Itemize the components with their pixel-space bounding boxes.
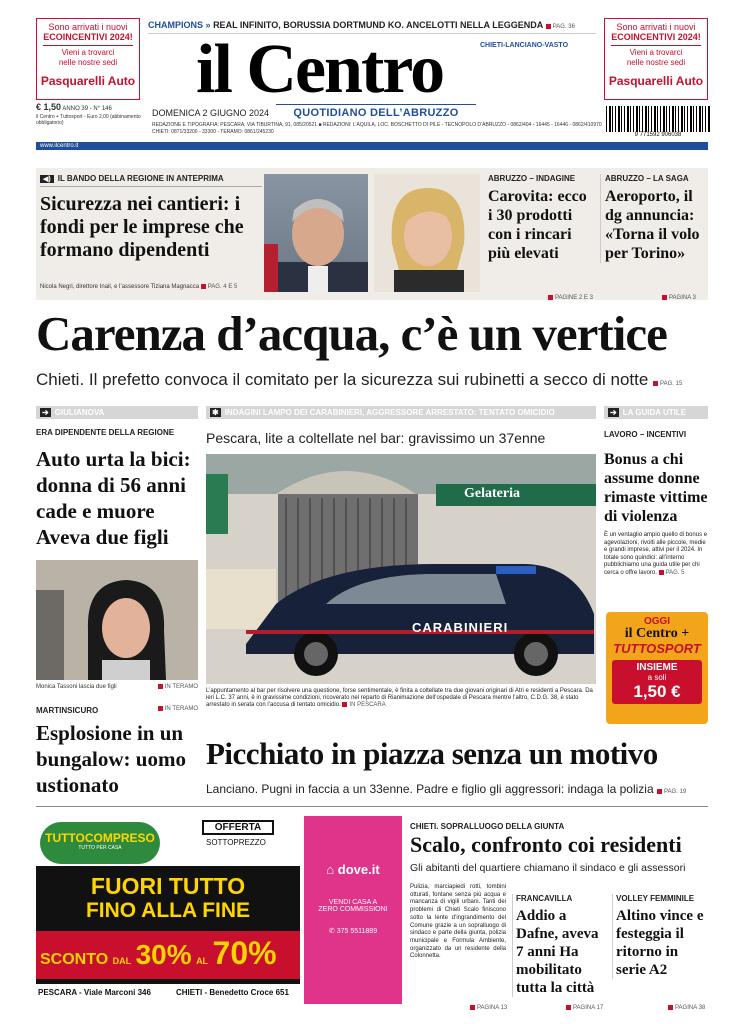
flash-bar[interactable]: CHAMPIONS » REAL INFINITO, BORUSSIA DORTMUND KO. ANCELOTTI NELLA LEGGENDA PAG. 36 xyxy=(148,20,596,34)
right-body-text: È un ventaglio ampio quello di bonus e agevolazioni, rivolti alle piccole, medie e grandi imprese, attivi per il 2024. In totale sono quindici: all’interno pubblichiamo una guida utile per chi cerca o offre lavoro. xyxy=(604,532,708,576)
al-label: AL xyxy=(196,956,209,966)
bando-caption xyxy=(40,284,300,290)
price: € 1,50 xyxy=(36,102,62,112)
center-caption-text: L’appuntamento al bar per risolvere una questione, forse sentimentale, è finita a coltellate tra due giovani originari di Atri e residenti a Pescara. Da ieri L.C. 37 anni, è in gravissime condizioni, ricoverato nel reparto di Rianimazione dell’ospedale di Pescara mentre l’altro, C.D.G. 38, è stato arrestato in serata con l’accusa di tentato omicidio. xyxy=(206,688,593,709)
audio-icon: ◀) xyxy=(40,175,54,183)
arrow-icon: ➔ xyxy=(42,408,49,417)
ad-right-line4: nelle nostre sedi xyxy=(626,58,686,67)
center-subhead2[interactable] xyxy=(206,782,716,796)
scalo-body: Pulizia, marciapiedi rotti, tombini otturati, fontane senza più acqua e mancanza di vigili urbani. Tanti dei problemi di Chieti Scalo finiscono sotto la lente d’ingrandimento del Comune grazie a un sopralluogo di sindaco e parte della giunta, polizia municipale e Formula Ambiente, organizzato da un residente della Colonnetta. xyxy=(410,884,506,960)
right-kicker: LAVORO – INCENTIVI xyxy=(604,430,687,439)
sconto-label: SCONTO xyxy=(40,951,109,968)
carabinieri-text: CARABINIERI xyxy=(412,620,509,635)
arrow-icon: ➔ xyxy=(610,408,617,417)
carovita-page-wrap xyxy=(548,286,593,304)
volley-kicker: VOLLEY FEMMINILE xyxy=(616,894,695,903)
ad-right-line2: ECOINCENTIVI 2024! xyxy=(611,32,701,42)
center-headline[interactable]: Pescara, lite a coltellate nel bar: gravissimo un 37enne xyxy=(206,430,546,446)
center-caption xyxy=(206,688,598,709)
right-page: PAG. 5 xyxy=(659,570,685,576)
promo-oggi: OGGI xyxy=(643,616,671,627)
ad-right-line3: Vieni a trovarci xyxy=(629,48,683,57)
price-box xyxy=(36,104,142,126)
doveit-logo xyxy=(304,862,402,877)
carovita-headline[interactable]: Carovita: ecco i 30 prodotti con i rincari più elevati xyxy=(488,188,587,262)
promo-price: 1,50 € xyxy=(633,682,681,701)
carovita-story[interactable] xyxy=(488,174,594,263)
flash-page: PAG. 36 xyxy=(546,24,575,30)
tuttocompreso-logo: TUTTOCOMPRESO xyxy=(45,831,155,845)
dal-label: DAL xyxy=(112,956,132,966)
right-body xyxy=(604,532,710,577)
francavilla-kicker: FRANCAVILLA xyxy=(516,894,573,903)
date: DOMENICA 2 GIUGNO 2024 xyxy=(152,108,270,118)
left-headline2[interactable]: Esplosione in un bungalow: uomo ustionato xyxy=(36,721,186,797)
main-headline[interactable]: Carenza d’acqua, c’è un vertice xyxy=(36,306,667,361)
fuori-tutto-box xyxy=(36,866,300,984)
right-section-label: LA GUIDA UTILE xyxy=(622,408,687,417)
center-subhead2-text: Lanciano. Pugni in faccia a un 33enne. Padre e figlio gli aggressori: indaga la polizia xyxy=(206,782,654,796)
bando-story[interactable] xyxy=(40,174,262,262)
main-page: PAG. 15 xyxy=(653,381,682,387)
aeroporto-story[interactable] xyxy=(600,174,706,263)
tuttocompreso-ad[interactable] xyxy=(36,816,300,1004)
website-bar[interactable] xyxy=(36,142,708,150)
scalo-headline[interactable]: Scalo, confronto coi residenti xyxy=(410,832,682,857)
center-caption-page: IN PESCARA xyxy=(342,702,385,708)
promo-brand: il Centro + xyxy=(624,626,690,641)
left-section xyxy=(36,406,198,419)
aeroporto-page-wrap xyxy=(662,286,696,304)
aeroporto-kicker: ABRUZZO – LA SAGA xyxy=(605,174,689,183)
sconto-min: 30% xyxy=(135,939,192,970)
barcode xyxy=(606,106,710,140)
volley-headline[interactable]: Altino vince e festeggia il ritorno in serie A2 xyxy=(616,908,704,978)
ad-right[interactable] xyxy=(604,18,708,100)
photo-magnacca xyxy=(374,174,480,292)
address: REDAZIONE E TIPOGRAFIA: PESCARA, VIA TIBURTINA, 91, 085/20521 ■ REDAZIONI: L’AQUILA, LOC. BOSCHETTO DI PILE - TECNOPOLO D’ABRUZZO - 0862/404 - 16445 - 16446 - 0862/410970 CHIETI: 0871/33200 - 33300 - TERAMO: 0861/245230 xyxy=(152,122,602,135)
scalo-page: PAGINA 13 xyxy=(470,1005,507,1011)
tagline: QUOTIDIANO DELL’ABRUZZO xyxy=(276,104,476,119)
ad-right-line1: Sono arrivati i nuovi xyxy=(616,22,696,32)
ad-left[interactable] xyxy=(36,18,140,100)
left-caption-page: IN TERAMO xyxy=(158,684,198,690)
scalo-subhead: Gli abitanti del quartiere chiamano il sindaco e gli assessori xyxy=(410,862,686,874)
main-subhead-text: Chieti. Il prefetto convoca il comitato per la sicurezza sui rubinetti a secco di notte xyxy=(36,370,649,389)
left-kicker2-row xyxy=(36,706,198,715)
fino-alla-fine: FINO ALLA FINE xyxy=(85,899,251,922)
fuori-tutto: FUORI TUTTO xyxy=(90,873,246,899)
sparkle-icon: ✱ xyxy=(212,408,219,417)
tuttocompreso-sub: TUTTO PER CASA xyxy=(78,845,122,851)
tuttosport-promo[interactable] xyxy=(606,612,708,724)
left-caption xyxy=(36,684,198,690)
francavilla-headline[interactable]: Addio a Dafne, aveva 7 anni Ha mobilitato tutta la città xyxy=(516,908,599,996)
promo-asoli: a soli xyxy=(647,673,667,682)
aeroporto-page: PAGINA 3 xyxy=(662,295,696,301)
francavilla-page: PAGINA 17 xyxy=(566,1005,603,1011)
sconto-max: 70% xyxy=(212,935,277,971)
barcode-bars-icon xyxy=(606,106,710,132)
man-portrait-icon xyxy=(264,174,368,292)
left-caption-text: Monica Tassoni lascia due figli xyxy=(36,684,117,690)
doveit-logo-text: dove.it xyxy=(337,862,380,877)
bando-kicker: IL BANDO DELLA REGIONE IN ANTEPRIMA xyxy=(57,174,224,183)
left-kicker2: MARTINSICURO xyxy=(36,706,99,715)
ad-left-line3: Vieni a trovarci xyxy=(61,48,115,57)
phone-icon: ✆ xyxy=(328,928,335,935)
website[interactable]: www.ilcentro.it xyxy=(40,143,79,149)
bando-headline[interactable]: Sicurezza nei cantieri: i fondi per le imprese che formano dipendenti xyxy=(40,193,244,261)
woman-portrait-icon xyxy=(374,174,480,292)
tuttocompreso-logo-box xyxy=(40,822,160,864)
bando-page: PAG. 4 E 5 xyxy=(201,284,238,290)
francavilla-story[interactable] xyxy=(512,894,608,997)
edition: CHIETI-LANCIANO-VASTO xyxy=(480,42,569,49)
issue: ANNO 39 - N° 146 xyxy=(62,106,112,112)
center-section xyxy=(206,406,596,419)
doveit-phone: 375 5511889 xyxy=(336,928,378,935)
scalo-kicker: CHIETI. SOPRALLUOGO DELLA GIUNTA xyxy=(410,822,565,831)
doveit-ad[interactable] xyxy=(304,816,402,1004)
location-chieti: CHIETI - Benedetto Croce 651 xyxy=(176,988,289,997)
volley-page: PAGINA 38 xyxy=(668,1005,705,1011)
ad-right-brand: Pasquarelli Auto xyxy=(608,74,704,88)
flash-label: CHAMPIONS xyxy=(148,20,204,30)
doveit-phone-row xyxy=(304,927,402,935)
location-pin-icon: ⌂ xyxy=(326,862,335,877)
ad-left-line2: ECOINCENTIVI 2024! xyxy=(43,32,133,42)
offerta-label: OFFERTA xyxy=(202,820,274,835)
offer-note: il Centro + Tuttosport - Euro 2,00 (abbinamento obbligatorio) xyxy=(36,114,141,126)
gelateria-sign: Gelateria xyxy=(464,486,520,501)
doveit-text1: VENDI CASA A xyxy=(328,899,378,906)
photo-tassoni xyxy=(36,560,198,680)
bottom-divider xyxy=(36,806,708,807)
doveit-text2: ZERO COMMISSIONI xyxy=(318,906,388,913)
scalo-page-wrap xyxy=(470,996,507,1014)
promo-insieme: INSIEME xyxy=(636,662,678,673)
aeroporto-headline[interactable]: Aeroporto, il dg annuncia: «Torna il volo per Torino» xyxy=(605,188,700,262)
volley-story[interactable] xyxy=(612,894,710,979)
bando-caption-text: Nicola Negri, direttore Inail, e l’assessore Tiziana Magnacca xyxy=(40,284,200,291)
ad-left-line1: Sono arrivati i nuovi xyxy=(48,22,128,32)
barcode-digits: 9 771592 906038 xyxy=(634,132,682,138)
center-headline2[interactable]: Picchiato in piazza senza un motivo xyxy=(206,736,658,771)
left-kicker2-page: IN TERAMO xyxy=(158,706,198,712)
right-headline[interactable]: Bonus a chi assume donne rimaste vittime di violenza xyxy=(604,451,708,525)
francavilla-page-wrap xyxy=(566,996,603,1014)
flash-text: REAL INFINITO, BORUSSIA DORTMUND KO. ANCELOTTI NELLA LEGGENDA xyxy=(213,20,544,30)
left-kicker: ERA DIPENDENTE DELLA REGIONE xyxy=(36,428,175,437)
photo-negri xyxy=(264,174,368,292)
main-subhead[interactable] xyxy=(36,370,726,390)
left-section-label: GIULIANOVA xyxy=(54,408,105,417)
photo-bar-carabinieri xyxy=(206,454,596,684)
center-section-label: INDAGINI LAMPO DEI CARABINIERI, AGGRESSORE ARRESTATO: TENTATO OMICIDIO xyxy=(224,408,555,417)
right-section xyxy=(604,406,708,419)
sottoprezzo-label: SOTTOPREZZO xyxy=(206,838,266,847)
volley-page-wrap xyxy=(668,996,705,1014)
masthead[interactable]: il Centro xyxy=(196,31,444,108)
ad-left-brand: Pasquarelli Auto xyxy=(40,74,136,88)
woman-photo-icon xyxy=(36,560,198,680)
carovita-page: PAGINE 2 E 3 xyxy=(548,295,593,301)
location-pescara: PESCARA - Viale Marconi 346 xyxy=(38,988,151,997)
center-page2: PAG. 19 xyxy=(657,789,686,795)
carovita-kicker: ABRUZZO – INDAGINE xyxy=(488,174,576,183)
ad-left-line4: nelle nostre sedi xyxy=(58,58,118,67)
left-headline[interactable]: Auto urta la bici: donna di 56 anni cade e muore Aveva due figli xyxy=(36,447,191,549)
police-car-scene-icon xyxy=(206,454,596,684)
promo-partner: TUTTOSPORT xyxy=(613,641,701,656)
